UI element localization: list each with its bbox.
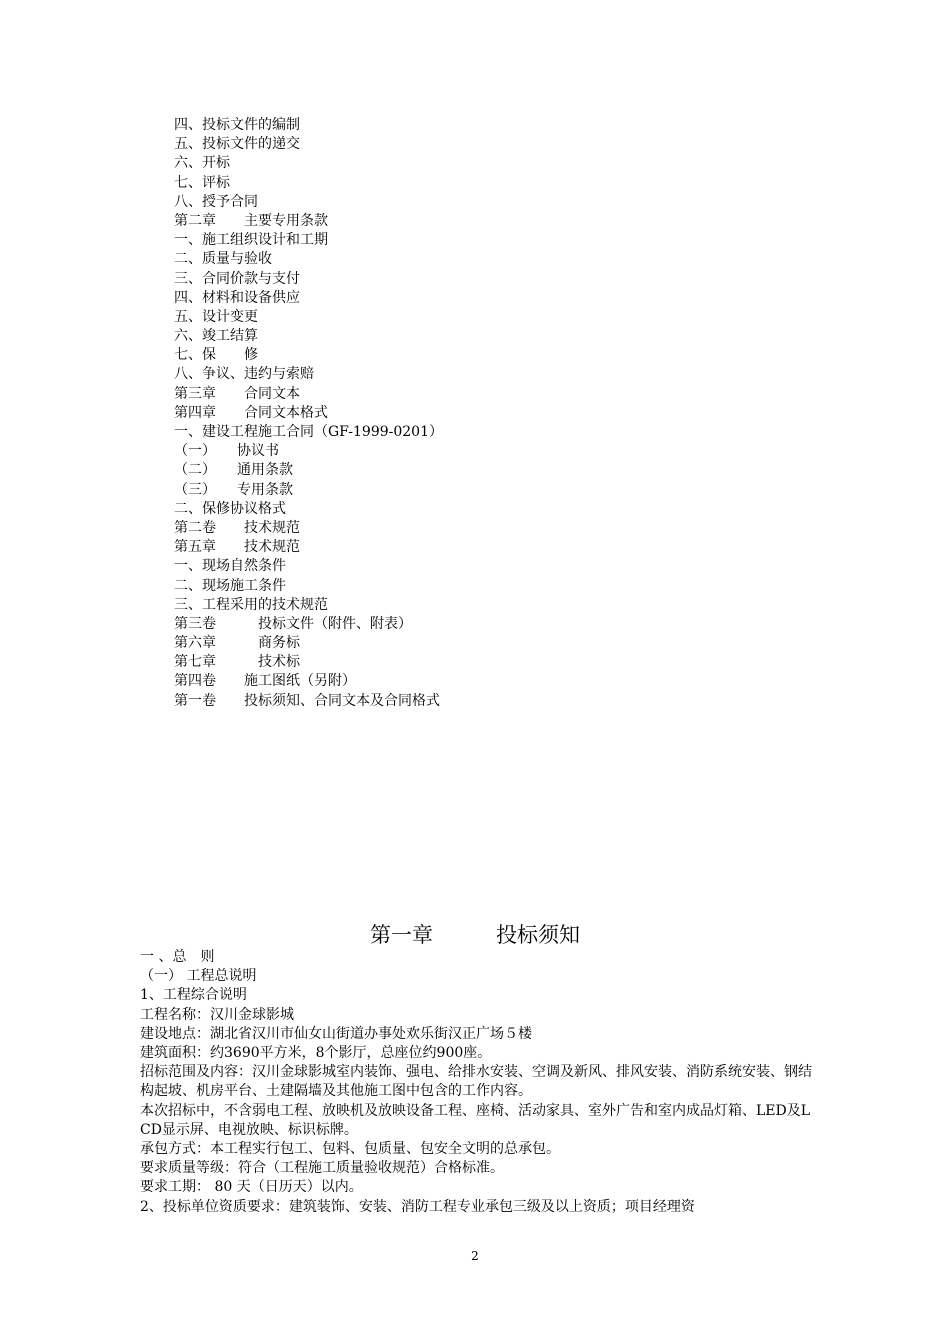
toc-item: 三、合同价款与支付 [174,270,300,287]
toc-item: 第二章 主要专用条款 [174,212,328,229]
toc-item: （二） 通用条款 [174,462,293,479]
body-line: 一 、总 则 [140,949,215,965]
toc-item: 第五章 技术规范 [174,539,300,556]
toc-item: 六、竣工结算 [174,328,258,345]
toc-item: 五、设计变更 [174,308,258,325]
chapter-title: 第一章 投标须知 [370,923,580,947]
body-line: 承包方式：本工程实行包工、包料、包质量、包安全文明的总承包。 [140,1141,560,1158]
toc-item: 四、投标文件的编制 [174,117,300,133]
body-line: 招标范围及内容：汉川金球影城室内装饰、强电、给排水安装、空调及新风、排风安装、消防系统安装、钢结构起坡、机房平台、土建隔墙及其他施工图中包含的工作内容。 [140,1064,812,1100]
toc-item: 第六章 商务标 [174,635,300,652]
toc-item: （一） 协议书 [174,443,279,460]
toc-item: 第二卷 技术规范 [174,519,300,536]
toc-item: 第三卷 投标文件（附件、附表） [174,615,412,632]
toc-item: 七、保 修 [174,347,258,364]
body-text [140,948,816,1217]
toc-item: 一、施工组织设计和工期 [174,232,328,249]
body-line: 本次招标中，不含弱电工程、放映机及放映设备工程、座椅、活动家具、室外广告和室内成品灯箱、LED及LCD显示屏、电视放映、标识标牌。 [140,1102,811,1138]
toc-item: 第四卷 施工图纸（另附） [174,673,356,690]
toc-item: 二、质量与验收 [174,251,272,268]
body-line: 工程名称：汉川金球影城 [140,1006,294,1023]
toc-item: 七、评标 [174,174,230,191]
toc-item: （三） 专用条款 [174,481,293,498]
body-line: 1、工程综合说明 [140,987,247,1004]
toc-item: 八、授予合同 [174,193,258,210]
toc-item: 八、争议、违约与索赔 [174,366,314,383]
body-line: 建设地点：湖北省汉川市仙女山街道办事处欢乐街汉正广场５楼 [140,1025,532,1042]
body-line: 要求工期： 80 天（日历天）以内。 [140,1179,363,1196]
toc-item: 二、保修协议格式 [174,500,286,517]
toc-item: 三、工程采用的技术规范 [174,596,328,613]
toc-item: 一、现场自然条件 [174,558,286,575]
toc-item: 第三章 合同文本 [174,385,300,402]
toc-item: 第七章 技术标 [174,654,300,671]
toc-item: 四、材料和设备供应 [174,289,300,306]
toc-item: 二、现场施工条件 [174,577,286,594]
body-line: 2、投标单位资质要求：建筑装饰、安装、消防工程专业承包三级及以上资质；项目经理资 [140,1198,695,1215]
page-number: 2 [471,1249,479,1263]
body-line: （一） 工程总说明 [140,968,257,985]
body-line: 要求质量等级：符合（工程施工质量验收规范）合格标准。 [140,1160,504,1177]
toc-item: 第四章 合同文本格式 [174,404,328,421]
body-line: 建筑面积：约3690平方米，8个影厅，总座位约900座。 [140,1045,492,1062]
toc-item: 五、投标文件的递交 [174,136,300,153]
toc-item: 第一卷 投标须知、合同文本及合同格式 [174,692,440,709]
table-of-contents [174,116,814,711]
toc-item: 六、开标 [174,155,230,172]
toc-item: 一、建设工程施工合同（GF-1999-0201） [174,424,443,440]
